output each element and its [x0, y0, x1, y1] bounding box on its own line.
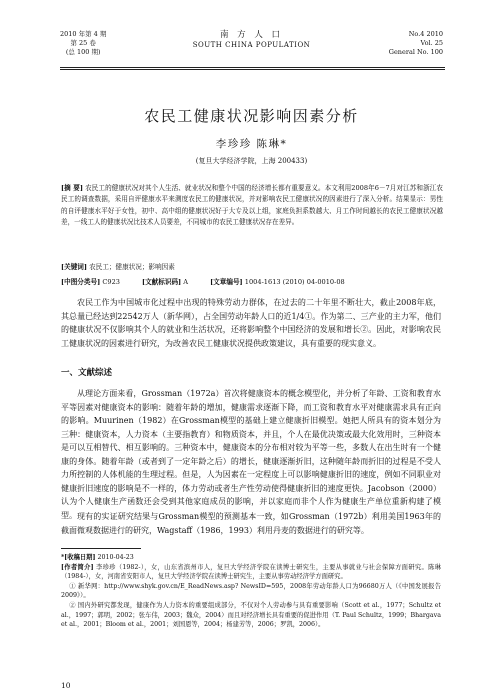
- lit-paragraph-2: 现有的实证研究结果与Grossman模型的预测基本一致，如Grossman（1972b）利用美国1963年的截面微观数据进行的研究，Wagstaff（1986，1993）利用丹麦的数据进行的研究等。: [61, 512, 441, 535]
- lit-paragraph-1: 从理论方面来看，Grossman（1972a）首次将健康资本的概念模型化，并分析了年龄、工资和教育水平等因素对健康资本的影响：随着年龄的增加，健康需求逐渐下降，而工资和教育水平对健康需求具有正向的影响。Muurinen（1982）在Grossman模型的基础上建立健康折旧模型。她把人所具有的资本划分为三种：健康资本，人力资本（主要指教育）和物质资本，并且，个人在最优决策或最大化效用时，三种资本是可以互相替代、相互影响的。三种资本中，健康资本的分布相对较为平等一些，多数人在出生时有一个健康的身体。随着年龄（或者到了一定年龄之后）的增长，健康逐渐折旧，这种随年龄而折旧的过程是不受人力所控制的人体机能的生理过程。但是，人为因素在一定程度上可以影响健康折旧的速度，例如不同职业对健康折旧速度的影响是不一样的，体力劳动或者生产性劳动使得健康折旧的速度更快。Jacobson（2000）认为个人健康生产函数还会受到其他家庭成员的影响，并以家庭而非个人作为健康生产单位重新构建了模型。: [61, 389, 441, 520]
- keywords-tag: [关键词]: [61, 263, 88, 271]
- journal-name-cn: 南 方 人 口: [219, 30, 284, 40]
- footnote-1: ① 新华网：http://www.shyk.gov.cn/E_ReadNews.asp? NewsID=595，2008年劳动年龄人口为96680万人（《中国发展报告2009》）。: [61, 582, 441, 600]
- footnotes: [61, 553, 441, 630]
- intro-section: [61, 296, 441, 350]
- issue-line: 第 25 卷: [70, 39, 96, 47]
- volume-info: [389, 30, 443, 57]
- doc-code-value: A: [183, 278, 189, 286]
- volume-line: No.4 2010: [408, 30, 443, 38]
- volume-line: General No. 100: [388, 48, 443, 56]
- clc-value: C923: [102, 278, 120, 286]
- clc-tag: [中图分类号]: [61, 278, 101, 286]
- abstract-text: 农民工的健康状况对其个人生活、就业状况和整个中国的经济增长都有重要意义。本文利用2008年6－7月对江苏和浙江农民工的调查数据，采用自评健康水平来测度农民工的健康状况，并对影响农民工健康状况的因素进行了深入分析。结果显示：男性的自评健康水平好于女性，初中、高中组的健康状况好于大专及以上组，家庭负担系数越大、月工作时间越长的农民工健康状况越差，一线工人的健康状况比技术人员要差，不同城市的农民工健康状况存在差异。: [61, 184, 443, 226]
- keywords: [61, 262, 443, 273]
- article-id-tag: [文章编号]: [210, 278, 243, 286]
- author-bio: 李珍珍（1982-），女，山东省滨州市人，复旦大学经济学院在读博士研究生，主要从事就业与社会保障方面研究。陈琳（1984-），女，河南省安阳市人，复旦大学经济学院在读博士研究生，主要从事劳动经济学方面研究。: [61, 563, 441, 581]
- page-number: 10: [61, 681, 71, 690]
- received-date: 2010-04-23: [97, 554, 134, 561]
- literature-review-cont: [61, 510, 441, 537]
- header-rule: [60, 67, 445, 68]
- journal-name-en: SOUTH CHINA POPULATION: [192, 41, 311, 49]
- article-id-value: 1004-1613 (2010) 04-0010-08: [244, 278, 345, 286]
- journal-name: [60, 30, 443, 50]
- abstract: [61, 183, 443, 228]
- section-heading: 一、文献综述: [61, 368, 113, 378]
- author-bio-tag: [作者简介]: [61, 563, 94, 571]
- article-title: 农民工健康状况影响因素分析: [144, 107, 359, 125]
- volume-line: Vol. 25: [420, 39, 443, 47]
- footnote-rule: [61, 548, 141, 549]
- issue-line: (总 100 期): [65, 48, 101, 56]
- abstract-tag: [摘 要]: [61, 184, 83, 192]
- footnote-2: ② 国内外研究都发现，健康作为人力资本的重要组成部分，不仅对个人劳动参与具有重要影响（Scott et al.，1977；Schultz et al.，1997；郭明，2002；张车伟，2003；魏众，2004）而且对经济增长具有重要的促进作用（T. Paul Schultz，1999；Bhargava et al.，2001；Bloom et al.，2001；刘国恩等，2004；杨建芳等，2006；罗凯，2006）。: [61, 601, 441, 629]
- author-affiliation: (复旦大学经济学院，上海 200433): [195, 157, 308, 165]
- intro-paragraph: 农民工作为中国城市化过程中出现的特殊劳动力群体，在过去的二十年里不断壮大，截止2008年底，其总量已经达到22542万人（新华网），占全国劳动年龄人口的近1/4①。作为第二、三产业的主力军，他们的健康状况不仅影响其个人的就业和生活状况，还将影响整个中国经济的发展和增长②。因此，对影响农民工健康状况的因素进行研究，为改善农民工健康状况提供政策建议，具有重要的现实意义。: [61, 298, 441, 348]
- header-rule-thin: [60, 69, 445, 70]
- literature-review: [61, 387, 441, 522]
- running-header: [60, 30, 443, 64]
- classification-info: [61, 277, 443, 288]
- received-tag: *[收稿日期]: [61, 554, 96, 561]
- issue-line: 2010 年第 4 期: [60, 30, 107, 38]
- article-authors: 李珍珍 陈琳*: [215, 138, 288, 150]
- keywords-text: 农民工；健康状况；影响因素: [89, 263, 175, 271]
- doc-code-tag: [文献标识码]: [141, 278, 182, 286]
